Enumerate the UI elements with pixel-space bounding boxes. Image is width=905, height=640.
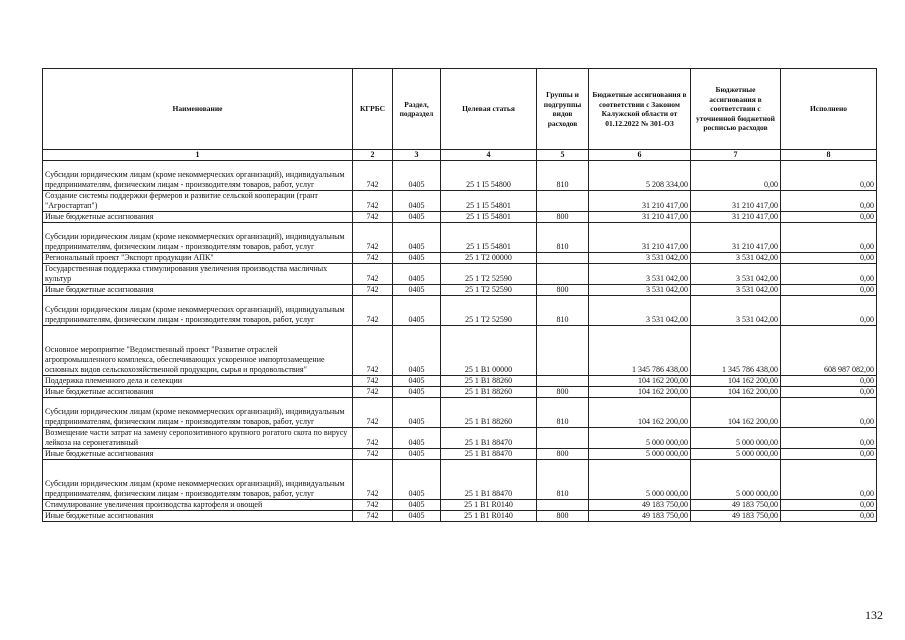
cell-done: 0,00 bbox=[781, 511, 877, 522]
cell-name: Иные бюджетные ассигнования bbox=[43, 285, 353, 296]
table-row bbox=[43, 500, 877, 511]
column-number: 8 bbox=[781, 150, 877, 161]
cell-done: 0,00 bbox=[781, 449, 877, 460]
cell-done: 0,00 bbox=[781, 398, 877, 428]
cell-vid bbox=[537, 253, 589, 264]
cell-law: 31 210 417,00 bbox=[589, 191, 691, 212]
column-number: 1 bbox=[43, 150, 353, 161]
cell-statya: 25 1 B1 88260 bbox=[441, 376, 537, 387]
header-row bbox=[43, 69, 877, 150]
cell-law: 31 210 417,00 bbox=[589, 212, 691, 223]
cell-razdel: 0405 bbox=[393, 161, 441, 191]
cell-razdel: 0405 bbox=[393, 428, 441, 449]
cell-plan: 31 210 417,00 bbox=[691, 212, 781, 223]
cell-plan: 1 345 786 438,00 bbox=[691, 326, 781, 376]
cell-law: 3 531 042,00 bbox=[589, 285, 691, 296]
column-number: 2 bbox=[353, 150, 393, 161]
cell-name: Субсидии юридическим лицам (кроме некоммерческих организаций), индивидуальным предпринимателям, физическим лицам - производителям товаров, работ, услуг bbox=[43, 296, 353, 326]
cell-vid: 810 bbox=[537, 223, 589, 253]
cell-statya: 25 1 B1 88470 bbox=[441, 460, 537, 500]
cell-law: 5 000 000,00 bbox=[589, 428, 691, 449]
cell-kgrbs: 742 bbox=[353, 500, 393, 511]
column-number: 4 bbox=[441, 150, 537, 161]
cell-statya: 25 1 B1 88470 bbox=[441, 449, 537, 460]
table-row bbox=[43, 253, 877, 264]
cell-law: 3 531 042,00 bbox=[589, 296, 691, 326]
cell-plan: 0,00 bbox=[691, 161, 781, 191]
cell-statya: 25 1 B1 88260 bbox=[441, 398, 537, 428]
cell-done: 0,00 bbox=[781, 285, 877, 296]
cell-statya: 25 1 I5 54801 bbox=[441, 191, 537, 212]
cell-plan: 104 162 200,00 bbox=[691, 398, 781, 428]
cell-done: 0,00 bbox=[781, 376, 877, 387]
table-row bbox=[43, 191, 877, 212]
cell-plan: 104 162 200,00 bbox=[691, 387, 781, 398]
cell-vid: 800 bbox=[537, 212, 589, 223]
cell-done: 0,00 bbox=[781, 387, 877, 398]
cell-name: Субсидии юридическим лицам (кроме некоммерческих организаций), индивидуальным предпринимателям, физическим лицам - производителям товаров, работ, услуг bbox=[43, 398, 353, 428]
header-section: Раздел, подраздел bbox=[393, 69, 441, 150]
cell-statya: 25 1 T2 00000 bbox=[441, 253, 537, 264]
cell-razdel: 0405 bbox=[393, 398, 441, 428]
cell-vid bbox=[537, 191, 589, 212]
cell-name: Возмещение части затрат на замену серопозитивного крупного рогатого скота по вирусу лейкоза на серонегативный bbox=[43, 428, 353, 449]
table-row bbox=[43, 387, 877, 398]
cell-done: 608 987 082,00 bbox=[781, 326, 877, 376]
cell-razdel: 0405 bbox=[393, 511, 441, 522]
column-number: 5 bbox=[537, 150, 589, 161]
cell-law: 5 000 000,00 bbox=[589, 449, 691, 460]
cell-done: 0,00 bbox=[781, 253, 877, 264]
table-row bbox=[43, 161, 877, 191]
cell-vid: 800 bbox=[537, 511, 589, 522]
cell-kgrbs: 742 bbox=[353, 191, 393, 212]
cell-name: Стимулирование увеличения производства картофеля и овощей bbox=[43, 500, 353, 511]
cell-law: 3 531 042,00 bbox=[589, 264, 691, 285]
cell-razdel: 0405 bbox=[393, 460, 441, 500]
cell-statya: 25 1 B1 R0140 bbox=[441, 511, 537, 522]
cell-razdel: 0405 bbox=[393, 253, 441, 264]
cell-name: Поддержка племенного дела и селекции bbox=[43, 376, 353, 387]
table-body bbox=[43, 161, 877, 522]
cell-plan: 5 000 000,00 bbox=[691, 428, 781, 449]
cell-name: Субсидии юридическим лицам (кроме некоммерческих организаций), индивидуальным предпринимателям, физическим лицам - производителям товаров, работ, услуг bbox=[43, 460, 353, 500]
cell-statya: 25 1 B1 R0140 bbox=[441, 500, 537, 511]
cell-vid: 810 bbox=[537, 460, 589, 500]
cell-plan: 49 183 750,00 bbox=[691, 511, 781, 522]
cell-done: 0,00 bbox=[781, 428, 877, 449]
cell-plan: 3 531 042,00 bbox=[691, 264, 781, 285]
cell-kgrbs: 742 bbox=[353, 387, 393, 398]
cell-statya: 25 1 I5 54800 bbox=[441, 161, 537, 191]
cell-plan: 104 162 200,00 bbox=[691, 376, 781, 387]
cell-razdel: 0405 bbox=[393, 376, 441, 387]
cell-kgrbs: 742 bbox=[353, 398, 393, 428]
cell-law: 31 210 417,00 bbox=[589, 223, 691, 253]
cell-kgrbs: 742 bbox=[353, 285, 393, 296]
cell-statya: 25 1 T2 52590 bbox=[441, 296, 537, 326]
header-executed: Исполнено bbox=[781, 69, 877, 150]
cell-name: Субсидии юридическим лицам (кроме некоммерческих организаций), индивидуальным предпринимателям, физическим лицам - производителям товаров, работ, услуг bbox=[43, 161, 353, 191]
cell-statya: 25 1 B1 88260 bbox=[441, 387, 537, 398]
cell-vid bbox=[537, 500, 589, 511]
cell-razdel: 0405 bbox=[393, 500, 441, 511]
column-number: 7 bbox=[691, 150, 781, 161]
cell-name: Иные бюджетные ассигнования bbox=[43, 387, 353, 398]
cell-name: Иные бюджетные ассигнования bbox=[43, 511, 353, 522]
cell-razdel: 0405 bbox=[393, 296, 441, 326]
cell-plan: 3 531 042,00 bbox=[691, 253, 781, 264]
table-row bbox=[43, 376, 877, 387]
cell-done: 0,00 bbox=[781, 460, 877, 500]
cell-plan: 49 183 750,00 bbox=[691, 500, 781, 511]
cell-razdel: 0405 bbox=[393, 191, 441, 212]
table-row bbox=[43, 428, 877, 449]
cell-kgrbs: 742 bbox=[353, 460, 393, 500]
cell-done: 0,00 bbox=[781, 191, 877, 212]
column-number: 6 bbox=[589, 150, 691, 161]
header-target-article: Целевая статья bbox=[441, 69, 537, 150]
cell-kgrbs: 742 bbox=[353, 376, 393, 387]
cell-razdel: 0405 bbox=[393, 212, 441, 223]
cell-law: 3 531 042,00 bbox=[589, 253, 691, 264]
cell-law: 5 000 000,00 bbox=[589, 460, 691, 500]
table-row bbox=[43, 398, 877, 428]
cell-law: 104 162 200,00 bbox=[589, 398, 691, 428]
cell-kgrbs: 742 bbox=[353, 212, 393, 223]
cell-vid bbox=[537, 326, 589, 376]
cell-razdel: 0405 bbox=[393, 264, 441, 285]
cell-razdel: 0405 bbox=[393, 223, 441, 253]
table-row bbox=[43, 285, 877, 296]
cell-kgrbs: 742 bbox=[353, 161, 393, 191]
cell-law: 104 162 200,00 bbox=[589, 387, 691, 398]
cell-statya: 25 1 I5 54801 bbox=[441, 212, 537, 223]
cell-done: 0,00 bbox=[781, 264, 877, 285]
table-row bbox=[43, 212, 877, 223]
cell-vid: 810 bbox=[537, 398, 589, 428]
cell-name: Иные бюджетные ассигнования bbox=[43, 449, 353, 460]
cell-statya: 25 1 I5 54801 bbox=[441, 223, 537, 253]
cell-kgrbs: 742 bbox=[353, 326, 393, 376]
cell-name: Иные бюджетные ассигнования bbox=[43, 212, 353, 223]
cell-vid: 800 bbox=[537, 449, 589, 460]
cell-razdel: 0405 bbox=[393, 326, 441, 376]
cell-kgrbs: 742 bbox=[353, 428, 393, 449]
cell-vid bbox=[537, 264, 589, 285]
cell-plan: 3 531 042,00 bbox=[691, 285, 781, 296]
table-row bbox=[43, 511, 877, 522]
cell-name: Основное мероприятие "Ведомственный проект "Развитие отраслей агропромышленного комплекса, обеспечивающих ускоренное импортозамещение основных видов сельскохозяйственной продукции, сырья и продовольствия" bbox=[43, 326, 353, 376]
cell-kgrbs: 742 bbox=[353, 449, 393, 460]
cell-plan: 5 000 000,00 bbox=[691, 460, 781, 500]
cell-vid bbox=[537, 428, 589, 449]
cell-razdel: 0405 bbox=[393, 449, 441, 460]
cell-vid: 810 bbox=[537, 296, 589, 326]
header-expense-type: Группы и подгруппы видов расходов bbox=[537, 69, 589, 150]
cell-done: 0,00 bbox=[781, 212, 877, 223]
table-row bbox=[43, 264, 877, 285]
page-number: 132 bbox=[865, 608, 883, 622]
cell-name: Региональный проект "Экспорт продукции АПК" bbox=[43, 253, 353, 264]
cell-kgrbs: 742 bbox=[353, 253, 393, 264]
cell-name: Государственная поддержка стимулирования увеличения производства масличных культур bbox=[43, 264, 353, 285]
cell-law: 1 345 786 438,00 bbox=[589, 326, 691, 376]
cell-done: 0,00 bbox=[781, 223, 877, 253]
budget-table bbox=[42, 68, 877, 522]
cell-vid: 810 bbox=[537, 161, 589, 191]
table-row bbox=[43, 296, 877, 326]
cell-razdel: 0405 bbox=[393, 387, 441, 398]
cell-kgrbs: 742 bbox=[353, 511, 393, 522]
cell-razdel: 0405 bbox=[393, 285, 441, 296]
cell-law: 5 208 334,00 bbox=[589, 161, 691, 191]
column-number-row bbox=[43, 150, 877, 161]
cell-vid bbox=[537, 376, 589, 387]
table-row bbox=[43, 449, 877, 460]
cell-statya: 25 1 B1 88470 bbox=[441, 428, 537, 449]
header-name: Наименование bbox=[43, 69, 353, 150]
table-row bbox=[43, 223, 877, 253]
cell-plan: 5 000 000,00 bbox=[691, 449, 781, 460]
cell-name: Создание системы поддержки фермеров и развитие сельской кооперации (грант "Агростартап") bbox=[43, 191, 353, 212]
table-row bbox=[43, 460, 877, 500]
cell-kgrbs: 742 bbox=[353, 296, 393, 326]
cell-statya: 25 1 T2 52590 bbox=[441, 264, 537, 285]
cell-done: 0,00 bbox=[781, 161, 877, 191]
cell-law: 104 162 200,00 bbox=[589, 376, 691, 387]
cell-law: 49 183 750,00 bbox=[589, 511, 691, 522]
header-kgrbs: КГРБС bbox=[353, 69, 393, 150]
cell-plan: 3 531 042,00 bbox=[691, 296, 781, 326]
table-row bbox=[43, 326, 877, 376]
cell-law: 49 183 750,00 bbox=[589, 500, 691, 511]
cell-statya: 25 1 T2 52590 bbox=[441, 285, 537, 296]
cell-kgrbs: 742 bbox=[353, 264, 393, 285]
header-law-allocation: Бюджетные ассигнования в соответствии с Законом Калужской области от 01.12.2022 № 301-ОЗ bbox=[589, 69, 691, 150]
cell-vid: 800 bbox=[537, 387, 589, 398]
cell-done: 0,00 bbox=[781, 500, 877, 511]
cell-plan: 31 210 417,00 bbox=[691, 191, 781, 212]
cell-vid: 800 bbox=[537, 285, 589, 296]
cell-done: 0,00 bbox=[781, 296, 877, 326]
column-number: 3 bbox=[393, 150, 441, 161]
cell-kgrbs: 742 bbox=[353, 223, 393, 253]
cell-statya: 25 1 B1 00000 bbox=[441, 326, 537, 376]
header-refined-allocation: Бюджетные ассигнования в соответствии с уточненной бюджетной росписью расходов bbox=[691, 69, 781, 150]
cell-plan: 31 210 417,00 bbox=[691, 223, 781, 253]
cell-name: Субсидии юридическим лицам (кроме некоммерческих организаций), индивидуальным предпринимателям, физическим лицам - производителям товаров, работ, услуг bbox=[43, 223, 353, 253]
